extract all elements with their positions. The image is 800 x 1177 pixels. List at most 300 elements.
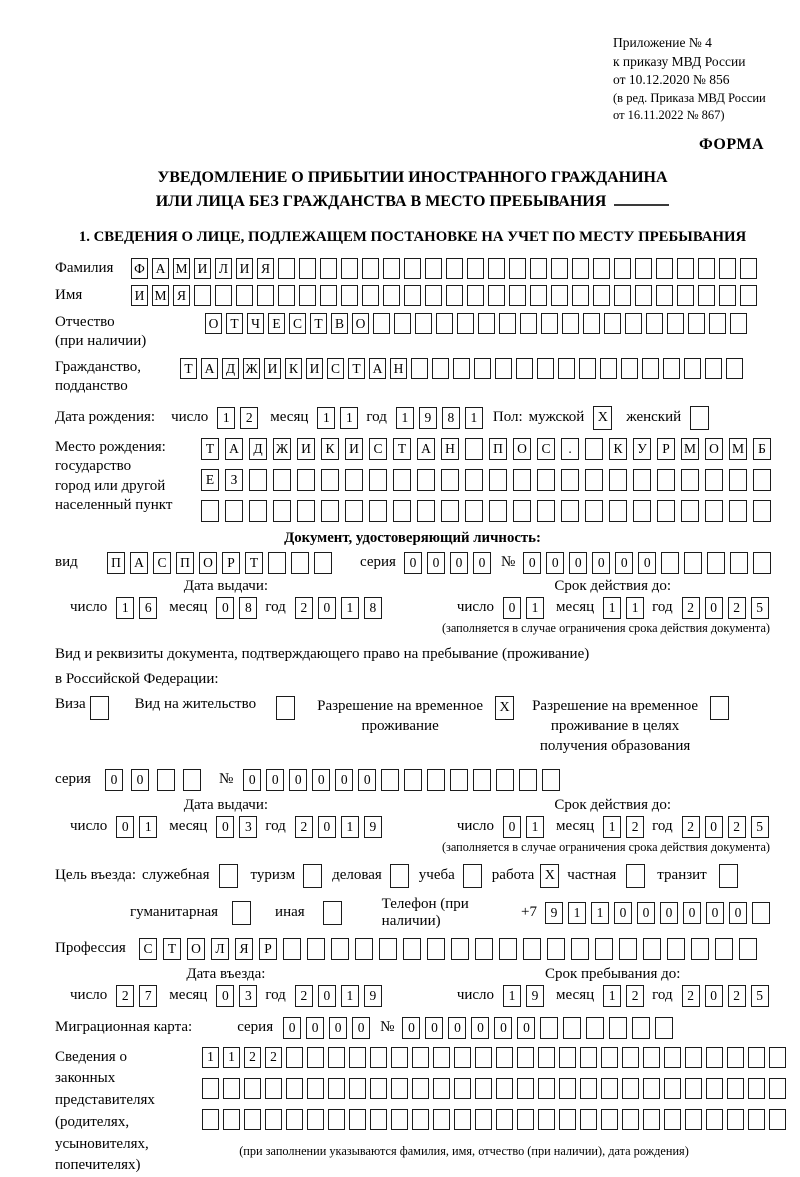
char-box[interactable]: [740, 285, 757, 306]
char-box[interactable]: О: [513, 438, 531, 460]
char-box[interactable]: [457, 313, 474, 334]
char-box[interactable]: [625, 313, 642, 334]
char-box[interactable]: [561, 469, 579, 491]
char-box[interactable]: [726, 358, 743, 379]
char-box[interactable]: 1: [603, 597, 621, 619]
char-box[interactable]: [684, 358, 701, 379]
char-box[interactable]: [450, 769, 468, 791]
char-box[interactable]: [621, 358, 638, 379]
char-box[interactable]: [249, 500, 267, 522]
char-box[interactable]: 5: [751, 597, 769, 619]
char-box[interactable]: 1: [465, 407, 483, 429]
char-box[interactable]: 2: [728, 816, 746, 838]
char-box[interactable]: [441, 469, 459, 491]
char-box[interactable]: [685, 1047, 702, 1068]
char-box[interactable]: 0: [318, 816, 336, 838]
char-box[interactable]: 0: [404, 552, 422, 574]
char-box[interactable]: [698, 258, 715, 279]
char-box[interactable]: [411, 358, 428, 379]
char-box[interactable]: 0: [116, 816, 134, 838]
char-box[interactable]: [583, 313, 600, 334]
char-box[interactable]: 0: [637, 902, 655, 924]
char-box[interactable]: 0: [473, 552, 491, 574]
char-box[interactable]: [727, 1047, 744, 1068]
char-box[interactable]: 8: [364, 597, 382, 619]
char-box[interactable]: [427, 769, 445, 791]
res-expiry-day-boxes[interactable]: [503, 816, 544, 838]
char-box[interactable]: 9: [545, 902, 563, 924]
char-box[interactable]: [323, 901, 342, 925]
doc-number-boxes[interactable]: [523, 552, 771, 574]
char-box[interactable]: 0: [289, 769, 307, 791]
char-box[interactable]: [390, 864, 409, 888]
char-box[interactable]: 1: [202, 1047, 219, 1068]
temp-permit-checkbox[interactable]: [495, 696, 514, 720]
char-box[interactable]: [520, 313, 537, 334]
char-box[interactable]: [540, 1017, 558, 1039]
char-box[interactable]: 2: [682, 816, 700, 838]
char-box[interactable]: [572, 285, 589, 306]
char-box[interactable]: [394, 313, 411, 334]
char-box[interactable]: [475, 938, 493, 960]
char-box[interactable]: [454, 1109, 471, 1130]
char-box[interactable]: [478, 313, 495, 334]
char-box[interactable]: [667, 938, 685, 960]
char-box[interactable]: [225, 500, 243, 522]
char-box[interactable]: [297, 469, 315, 491]
char-box[interactable]: [517, 1047, 534, 1068]
doc-series-boxes[interactable]: [404, 552, 491, 574]
char-box[interactable]: 1: [116, 597, 134, 619]
char-box[interactable]: Р: [657, 438, 675, 460]
char-box[interactable]: X: [540, 864, 559, 888]
char-box[interactable]: [425, 258, 442, 279]
char-box[interactable]: [600, 358, 617, 379]
char-box[interactable]: [643, 1078, 660, 1099]
char-box[interactable]: .: [561, 438, 579, 460]
char-box[interactable]: [719, 285, 736, 306]
purpose-humanitarian-checkbox[interactable]: [232, 901, 251, 925]
char-box[interactable]: [705, 500, 723, 522]
char-box[interactable]: [719, 258, 736, 279]
char-box[interactable]: [307, 1047, 324, 1068]
char-box[interactable]: [706, 1047, 723, 1068]
visa-checkbox[interactable]: [90, 696, 109, 720]
char-box[interactable]: [453, 358, 470, 379]
char-box[interactable]: О: [705, 438, 723, 460]
char-box[interactable]: [667, 313, 684, 334]
char-box[interactable]: И: [236, 258, 253, 279]
char-box[interactable]: [362, 285, 379, 306]
char-box[interactable]: Р: [222, 552, 240, 574]
char-box[interactable]: [706, 1109, 723, 1130]
char-box[interactable]: [463, 864, 482, 888]
char-box[interactable]: 2: [240, 407, 258, 429]
char-box[interactable]: [657, 469, 675, 491]
char-box[interactable]: 0: [216, 816, 234, 838]
char-box[interactable]: [488, 285, 505, 306]
mig-series-boxes[interactable]: [283, 1017, 370, 1039]
char-box[interactable]: [278, 258, 295, 279]
char-box[interactable]: 3: [239, 985, 257, 1007]
char-box[interactable]: [719, 864, 738, 888]
char-box[interactable]: 0: [329, 1017, 347, 1039]
char-box[interactable]: [530, 285, 547, 306]
char-box[interactable]: [551, 258, 568, 279]
char-box[interactable]: [370, 1109, 387, 1130]
char-box[interactable]: [513, 500, 531, 522]
char-box[interactable]: [698, 285, 715, 306]
char-box[interactable]: [740, 258, 757, 279]
char-box[interactable]: [286, 1047, 303, 1068]
char-box[interactable]: [691, 938, 709, 960]
birth-year-boxes[interactable]: [396, 407, 483, 429]
char-box[interactable]: [710, 696, 729, 720]
purpose-study-checkbox[interactable]: [463, 864, 482, 888]
doc-issue-month-boxes[interactable]: [216, 597, 257, 619]
char-box[interactable]: [412, 1078, 429, 1099]
char-box[interactable]: [433, 1109, 450, 1130]
char-box[interactable]: 1: [526, 597, 544, 619]
char-box[interactable]: [661, 552, 679, 574]
char-box[interactable]: 1: [591, 902, 609, 924]
char-box[interactable]: 9: [364, 985, 382, 1007]
char-box[interactable]: [685, 1109, 702, 1130]
char-box[interactable]: [496, 1109, 513, 1130]
char-box[interactable]: С: [327, 358, 344, 379]
char-box[interactable]: Т: [163, 938, 181, 960]
char-box[interactable]: О: [352, 313, 369, 334]
char-box[interactable]: [244, 1109, 261, 1130]
char-box[interactable]: 0: [266, 769, 284, 791]
char-box[interactable]: 2: [116, 985, 134, 1007]
char-box[interactable]: [635, 258, 652, 279]
char-box[interactable]: 9: [364, 816, 382, 838]
purpose-commercial-checkbox[interactable]: [390, 864, 409, 888]
char-box[interactable]: 2: [265, 1047, 282, 1068]
char-box[interactable]: [202, 1109, 219, 1130]
char-box[interactable]: 0: [494, 1017, 512, 1039]
char-box[interactable]: [320, 258, 337, 279]
char-box[interactable]: 9: [526, 985, 544, 1007]
char-box[interactable]: 1: [526, 816, 544, 838]
char-box[interactable]: [232, 901, 251, 925]
char-box[interactable]: [643, 938, 661, 960]
char-box[interactable]: [244, 1078, 261, 1099]
char-box[interactable]: 2: [295, 985, 313, 1007]
phone-boxes[interactable]: [545, 902, 770, 924]
char-box[interactable]: О: [205, 313, 222, 334]
char-box[interactable]: А: [225, 438, 243, 460]
char-box[interactable]: [328, 1078, 345, 1099]
char-box[interactable]: [467, 285, 484, 306]
char-box[interactable]: [273, 500, 291, 522]
char-box[interactable]: Т: [245, 552, 263, 574]
char-box[interactable]: Я: [235, 938, 253, 960]
char-box[interactable]: [345, 469, 363, 491]
char-box[interactable]: [465, 500, 483, 522]
char-box[interactable]: [657, 500, 675, 522]
char-box[interactable]: [465, 469, 483, 491]
title-blank-line[interactable]: [614, 204, 669, 206]
char-box[interactable]: [273, 469, 291, 491]
birthplace-row1-boxes[interactable]: [201, 438, 771, 460]
char-box[interactable]: [585, 469, 603, 491]
char-box[interactable]: О: [187, 938, 205, 960]
res-issue-month-boxes[interactable]: [216, 816, 257, 838]
char-box[interactable]: [601, 1078, 618, 1099]
char-box[interactable]: Д: [222, 358, 239, 379]
char-box[interactable]: [404, 258, 421, 279]
stay-month-boxes[interactable]: [603, 985, 644, 1007]
char-box[interactable]: Я: [257, 258, 274, 279]
char-box[interactable]: 0: [283, 1017, 301, 1039]
residence-permit-checkbox[interactable]: [276, 696, 295, 720]
char-box[interactable]: [748, 1109, 765, 1130]
char-box[interactable]: [265, 1078, 282, 1099]
char-box[interactable]: 1: [503, 985, 521, 1007]
char-box[interactable]: Е: [201, 469, 219, 491]
char-box[interactable]: [307, 938, 325, 960]
char-box[interactable]: 2: [728, 597, 746, 619]
char-box[interactable]: [626, 864, 645, 888]
char-box[interactable]: [655, 1017, 673, 1039]
char-box[interactable]: 9: [419, 407, 437, 429]
purpose-business-checkbox[interactable]: [219, 864, 238, 888]
char-box[interactable]: 8: [239, 597, 257, 619]
char-box[interactable]: 0: [131, 769, 149, 791]
char-box[interactable]: [345, 500, 363, 522]
char-box[interactable]: [321, 500, 339, 522]
char-box[interactable]: [369, 469, 387, 491]
char-box[interactable]: [688, 313, 705, 334]
char-box[interactable]: Л: [215, 258, 232, 279]
char-box[interactable]: [709, 313, 726, 334]
char-box[interactable]: [291, 552, 309, 574]
char-box[interactable]: [403, 938, 421, 960]
char-box[interactable]: [496, 1047, 513, 1068]
char-box[interactable]: [349, 1078, 366, 1099]
char-box[interactable]: О: [199, 552, 217, 574]
char-box[interactable]: [265, 1109, 282, 1130]
char-box[interactable]: [593, 258, 610, 279]
char-box[interactable]: 0: [729, 902, 747, 924]
doc-expiry-month-boxes[interactable]: [603, 597, 644, 619]
char-box[interactable]: [465, 438, 483, 460]
char-box[interactable]: С: [369, 438, 387, 460]
char-box[interactable]: [286, 1109, 303, 1130]
char-box[interactable]: [559, 1109, 576, 1130]
char-box[interactable]: [561, 500, 579, 522]
char-box[interactable]: 0: [312, 769, 330, 791]
char-box[interactable]: [276, 696, 295, 720]
char-box[interactable]: [609, 469, 627, 491]
char-box[interactable]: [341, 285, 358, 306]
char-box[interactable]: [303, 864, 322, 888]
char-box[interactable]: Т: [180, 358, 197, 379]
char-box[interactable]: 0: [614, 902, 632, 924]
char-box[interactable]: 1: [626, 597, 644, 619]
char-box[interactable]: [748, 1047, 765, 1068]
char-box[interactable]: [537, 358, 554, 379]
char-box[interactable]: 0: [546, 552, 564, 574]
char-box[interactable]: 6: [139, 597, 157, 619]
char-box[interactable]: [268, 552, 286, 574]
given-name-boxes[interactable]: [131, 285, 757, 306]
char-box[interactable]: К: [285, 358, 302, 379]
char-box[interactable]: 0: [318, 597, 336, 619]
char-box[interactable]: [753, 469, 771, 491]
char-box[interactable]: [446, 285, 463, 306]
doc-expiry-year-boxes[interactable]: [682, 597, 769, 619]
char-box[interactable]: [425, 285, 442, 306]
stay-year-boxes[interactable]: [682, 985, 769, 1007]
char-box[interactable]: [727, 1109, 744, 1130]
char-box[interactable]: [730, 313, 747, 334]
char-box[interactable]: [571, 938, 589, 960]
char-box[interactable]: [475, 1078, 492, 1099]
char-box[interactable]: 0: [638, 552, 656, 574]
char-box[interactable]: И: [131, 285, 148, 306]
char-box[interactable]: [454, 1047, 471, 1068]
char-box[interactable]: [194, 285, 211, 306]
char-box[interactable]: 0: [523, 552, 541, 574]
char-box[interactable]: [523, 938, 541, 960]
char-box[interactable]: [496, 1078, 513, 1099]
char-box[interactable]: М: [681, 438, 699, 460]
char-box[interactable]: [475, 1047, 492, 1068]
purpose-private-checkbox[interactable]: [626, 864, 645, 888]
char-box[interactable]: [663, 358, 680, 379]
char-box[interactable]: [656, 258, 673, 279]
char-box[interactable]: [559, 1047, 576, 1068]
entry-day-boxes[interactable]: [116, 985, 157, 1007]
char-box[interactable]: [369, 500, 387, 522]
char-box[interactable]: М: [152, 285, 169, 306]
gender-female-checkbox[interactable]: [690, 406, 709, 430]
char-box[interactable]: 1: [341, 597, 359, 619]
char-box[interactable]: С: [153, 552, 171, 574]
char-box[interactable]: [684, 552, 702, 574]
char-box[interactable]: 0: [216, 985, 234, 1007]
char-box[interactable]: [467, 258, 484, 279]
char-box[interactable]: Ф: [131, 258, 148, 279]
char-box[interactable]: [681, 469, 699, 491]
char-box[interactable]: [562, 313, 579, 334]
char-box[interactable]: [643, 1047, 660, 1068]
char-box[interactable]: [331, 938, 349, 960]
char-box[interactable]: [404, 285, 421, 306]
char-box[interactable]: Ж: [243, 358, 260, 379]
char-box[interactable]: [379, 938, 397, 960]
char-box[interactable]: [286, 1078, 303, 1099]
char-box[interactable]: К: [321, 438, 339, 460]
char-box[interactable]: [614, 285, 631, 306]
char-box[interactable]: А: [130, 552, 148, 574]
char-box[interactable]: [705, 469, 723, 491]
char-box[interactable]: [753, 552, 771, 574]
char-box[interactable]: [656, 285, 673, 306]
doc-type-boxes[interactable]: [107, 552, 332, 574]
char-box[interactable]: [257, 285, 274, 306]
char-box[interactable]: [585, 500, 603, 522]
char-box[interactable]: П: [107, 552, 125, 574]
char-box[interactable]: [341, 258, 358, 279]
char-box[interactable]: Н: [441, 438, 459, 460]
char-box[interactable]: [769, 1078, 786, 1099]
char-box[interactable]: [572, 258, 589, 279]
char-box[interactable]: [541, 313, 558, 334]
char-box[interactable]: [586, 1017, 604, 1039]
char-box[interactable]: [677, 258, 694, 279]
char-box[interactable]: [622, 1109, 639, 1130]
char-box[interactable]: [580, 1109, 597, 1130]
char-box[interactable]: 0: [705, 816, 723, 838]
char-box[interactable]: [446, 258, 463, 279]
char-box[interactable]: Т: [226, 313, 243, 334]
char-box[interactable]: 0: [615, 552, 633, 574]
citizenship-boxes[interactable]: [180, 358, 743, 379]
char-box[interactable]: 2: [295, 816, 313, 838]
char-box[interactable]: 1: [603, 816, 621, 838]
legal-reps-row3-boxes[interactable]: [202, 1109, 786, 1130]
char-box[interactable]: [537, 469, 555, 491]
mig-number-boxes[interactable]: [402, 1017, 673, 1039]
char-box[interactable]: [633, 500, 651, 522]
char-box[interactable]: И: [345, 438, 363, 460]
char-box[interactable]: 0: [660, 902, 678, 924]
birth-month-boxes[interactable]: [317, 407, 358, 429]
char-box[interactable]: [664, 1078, 681, 1099]
char-box[interactable]: [415, 313, 432, 334]
char-box[interactable]: [538, 1109, 555, 1130]
char-box[interactable]: [328, 1047, 345, 1068]
char-box[interactable]: П: [489, 438, 507, 460]
char-box[interactable]: 0: [427, 552, 445, 574]
char-box[interactable]: [609, 1017, 627, 1039]
char-box[interactable]: [681, 500, 699, 522]
char-box[interactable]: [215, 285, 232, 306]
char-box[interactable]: [427, 938, 445, 960]
char-box[interactable]: [278, 285, 295, 306]
char-box[interactable]: X: [593, 406, 612, 430]
char-box[interactable]: Ж: [273, 438, 291, 460]
char-box[interactable]: 0: [471, 1017, 489, 1039]
char-box[interactable]: 2: [728, 985, 746, 1007]
char-box[interactable]: [349, 1109, 366, 1130]
char-box[interactable]: [391, 1047, 408, 1068]
char-box[interactable]: X: [495, 696, 514, 720]
char-box[interactable]: [753, 500, 771, 522]
char-box[interactable]: [538, 1078, 555, 1099]
char-box[interactable]: А: [201, 358, 218, 379]
char-box[interactable]: [299, 258, 316, 279]
char-box[interactable]: Д: [249, 438, 267, 460]
char-box[interactable]: Т: [393, 438, 411, 460]
char-box[interactable]: 0: [105, 769, 123, 791]
char-box[interactable]: 2: [682, 985, 700, 1007]
char-box[interactable]: [473, 769, 491, 791]
char-box[interactable]: [517, 1078, 534, 1099]
char-box[interactable]: 0: [569, 552, 587, 574]
char-box[interactable]: Е: [268, 313, 285, 334]
char-box[interactable]: Н: [390, 358, 407, 379]
char-box[interactable]: [283, 938, 301, 960]
char-box[interactable]: Ч: [247, 313, 264, 334]
char-box[interactable]: 1: [217, 407, 235, 429]
char-box[interactable]: [223, 1078, 240, 1099]
char-box[interactable]: 0: [448, 1017, 466, 1039]
